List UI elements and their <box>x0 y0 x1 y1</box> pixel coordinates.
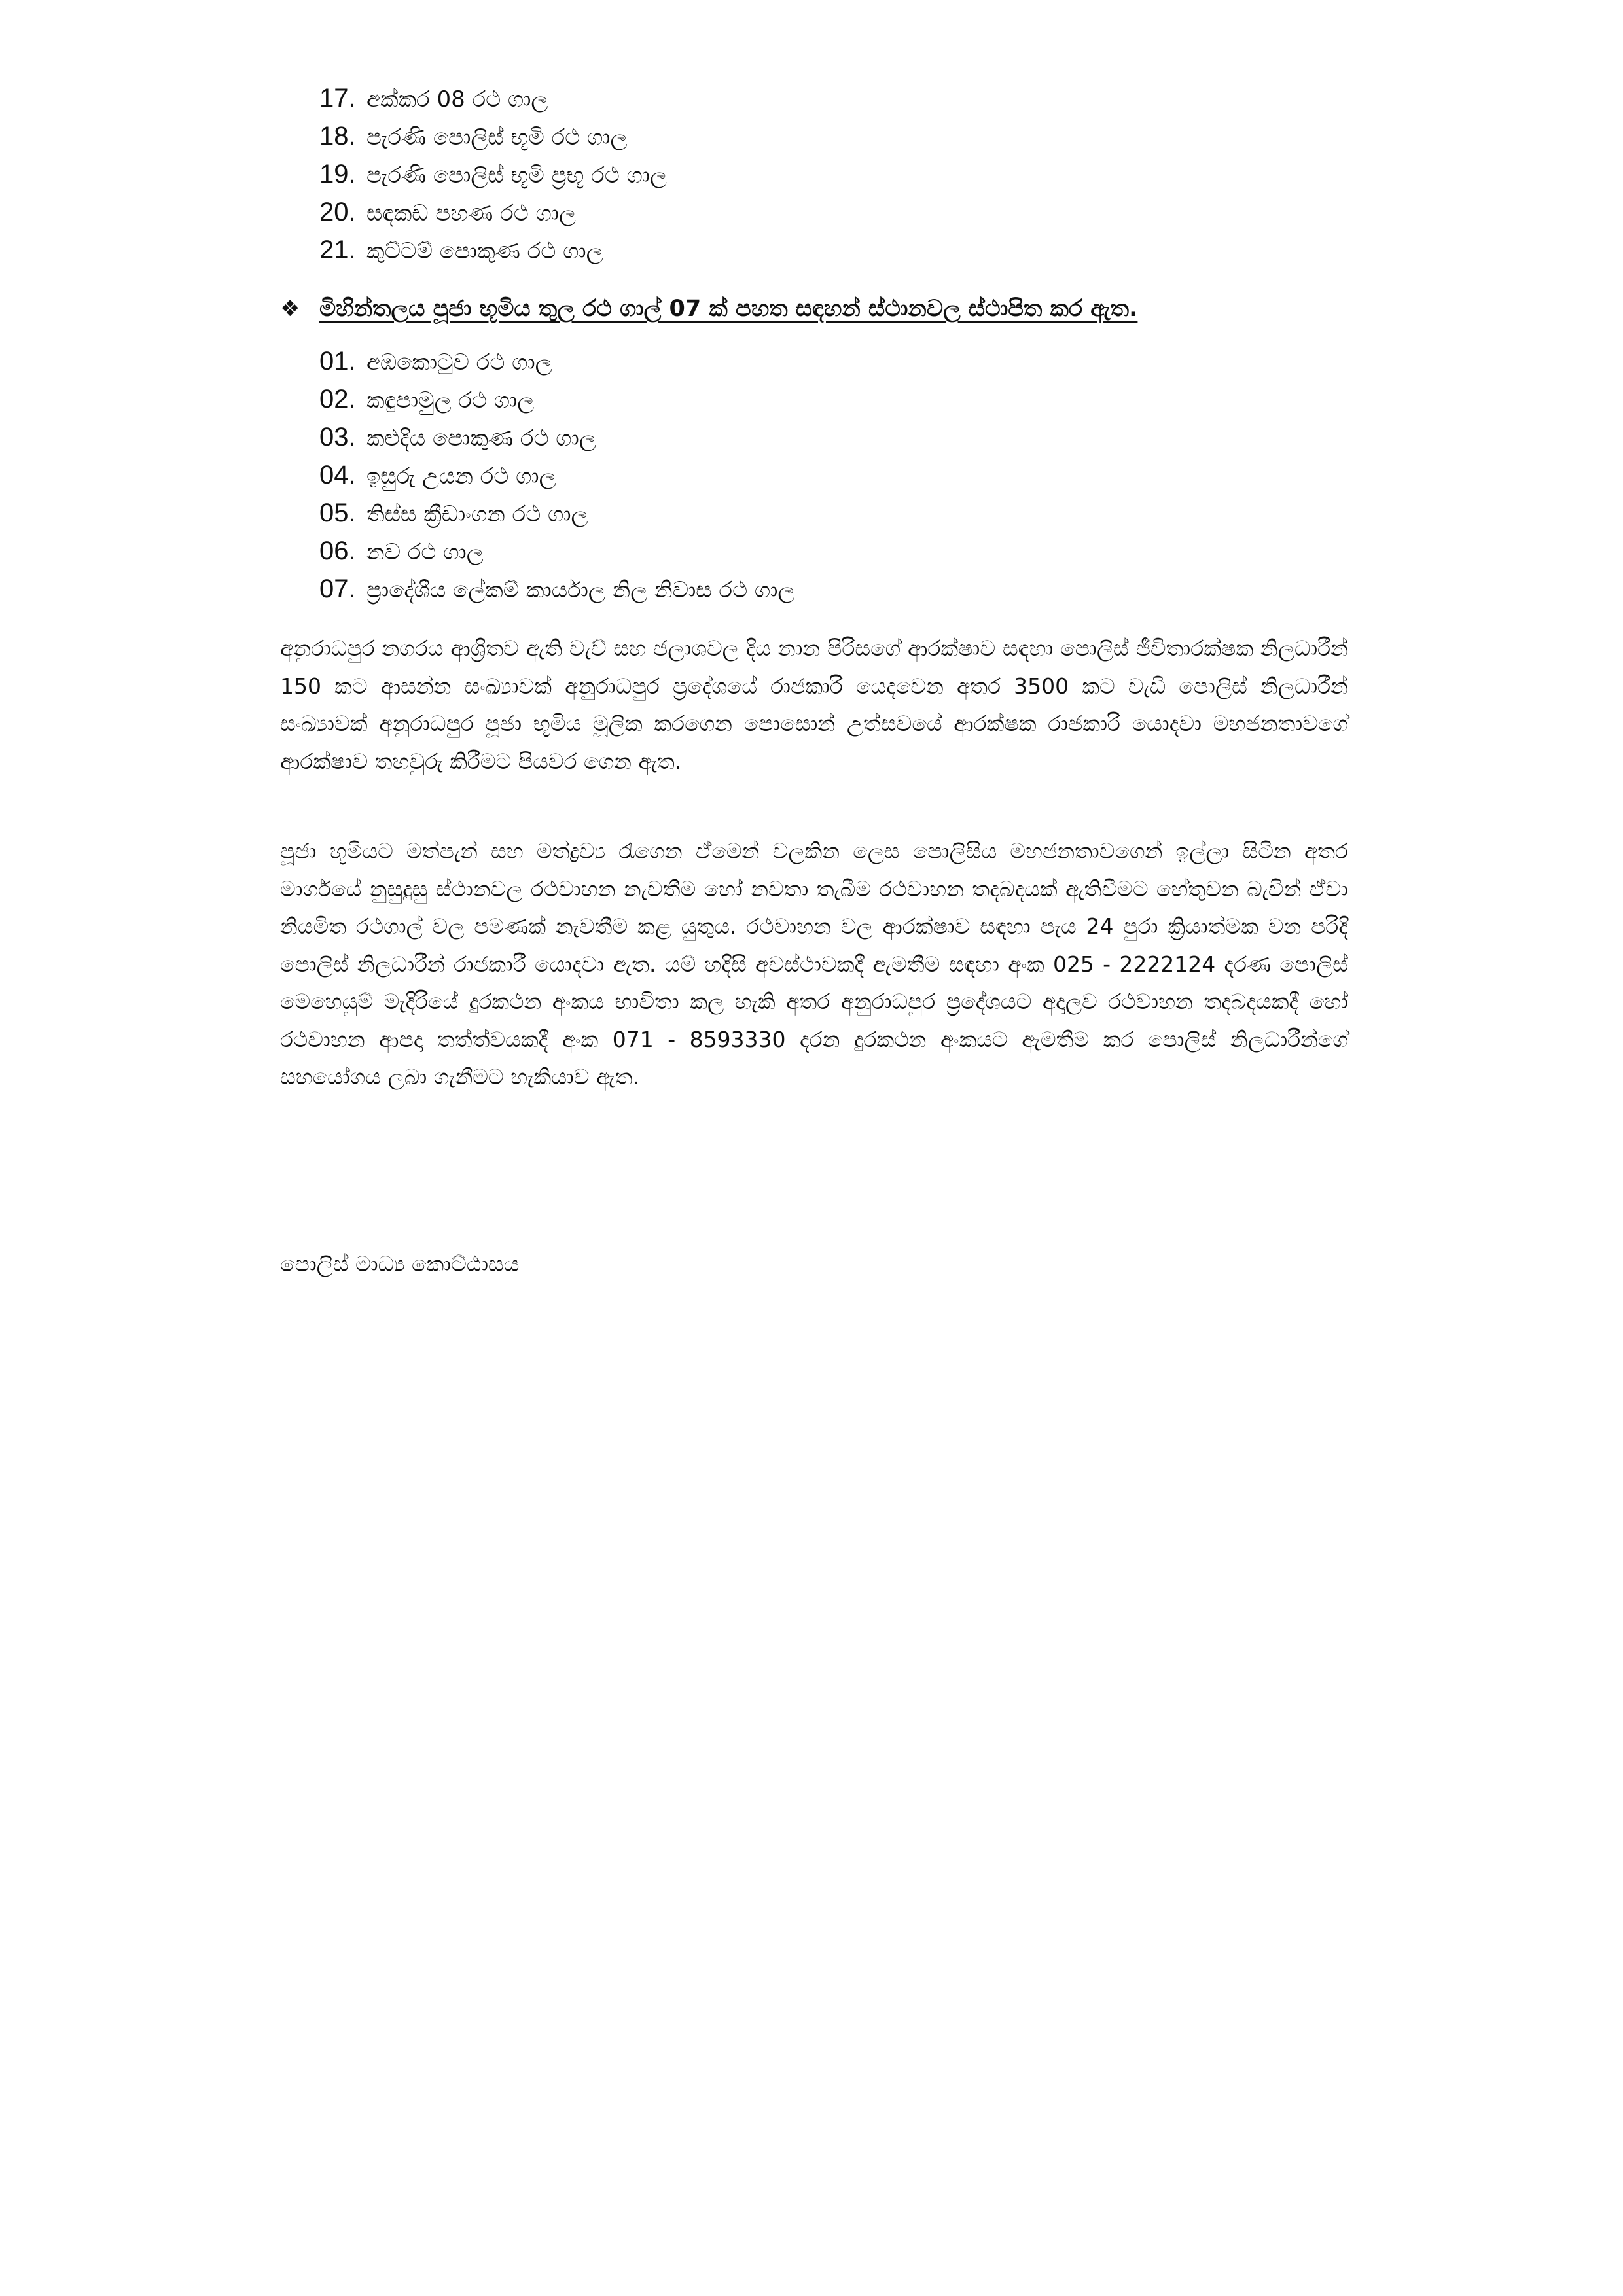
list-item-text: කුට්ටම් පොකුණ රථ ගාල <box>366 238 603 264</box>
list-item-text: අඹකොටුව රථ ගාල <box>366 349 552 376</box>
list-item <box>319 423 794 461</box>
list-item-text: පැරණි පොලිස් භූමි රථ ගාල <box>366 124 628 150</box>
list-item-number: 20. <box>319 198 356 226</box>
list-item <box>319 198 667 236</box>
list-item <box>319 122 667 160</box>
signature-police-media-division: පොලිස් මාධ්‍ය කොට්ඨාසය <box>280 1251 520 1277</box>
list-item-text: ඉසුරු උයන රථ ගාල <box>366 463 556 489</box>
list-item <box>319 347 794 385</box>
list-item <box>319 499 794 537</box>
diamond-bullet-icon: ❖ <box>280 296 300 322</box>
list-item-number: 19. <box>319 160 356 188</box>
list-item-text: තිස්ස ක්‍රීඩාංගන රථ ගාල <box>366 501 588 527</box>
list-item-number: 04. <box>319 461 356 489</box>
list-item-number: 02. <box>319 385 356 414</box>
paragraph-traffic-guidance: පූජා භූමියට මත්පැන් සහ මත්ද්‍රව්‍ය රැගෙන ඒමෙන් වලකින ලෙස පොලිසිය මහජනතාවගෙන් ඉල්ලා සිටින අතර මාර්ගයේ නුසුදුසු ස්ථානවල රථවාහන නැවතීම හෝ නවතා තැබීම රථවාහන තදබදයක් ඇතිවීමට හේතුවන බැවින් ඒවා නියමිත රථගාල් වල පමණක් නැවතීම කළ යුතුය. රථවාහන වල ආරක්ෂාව සඳහා පැය 24 පුරා ක්‍රියාත්මක වන පරිදි පොලිස් නිලධාරීන් රාජකාරී යොදවා ඇත. යම් හදිසි අවස්ථාවකදී ඇමතීම සඳහා අංක 025 - 2222124 දරණ පොලිස් මෙහෙයුම් මැදිරියේ දුරකථන අංකය භාවිතා කල හැකි අතර අනුරාධපුර ප්‍රදේශයට අදාලව රථවාහන තදබදයකදී හෝ රථවාහන ආපදා තත්ත්වයකදී අංක 071 - 8593330 දරන දුරකථන අංකයට ඇමතීම කර පොලිස් නිලධාරීන්ගේ සහයෝගය ලබා ගැනීමට හැකියාව ඇත. <box>280 838 1348 1089</box>
list-item-text: නව රථ ගාල <box>366 539 484 565</box>
list-item-text: සඳකඩ පහණ රථ ගාල <box>366 200 576 226</box>
list-item-text: කළුදිය පොකුණ රථ ගාල <box>366 425 596 451</box>
list-item <box>319 84 667 122</box>
list-item-text: පැරණි පොලිස් භූමි ප්‍රභූ රථ ගාල <box>366 162 667 188</box>
list-item-number: 21. <box>319 236 356 264</box>
list-item <box>319 385 794 423</box>
list-item <box>319 574 794 612</box>
section-heading <box>280 296 1137 322</box>
list-item <box>319 160 667 198</box>
list-item-number: 18. <box>319 122 356 150</box>
list-item-text: කඳුපාමුල රථ ගාල <box>366 387 535 414</box>
list-item-text: ප්‍රාදේශීය ලේකම් කාර්යාල නිල නිවාස රථ ගාල <box>366 577 795 603</box>
list-item-number: 03. <box>319 423 356 451</box>
mihintale-car-park-list <box>319 347 794 612</box>
list-item-text: අක්කර 08 රථ ගාල <box>366 86 548 113</box>
list-item-number: 17. <box>319 84 356 113</box>
list-item <box>319 537 794 574</box>
list-item-number: 06. <box>319 537 356 565</box>
list-item-number: 07. <box>319 574 356 603</box>
list-item <box>319 461 794 499</box>
list-item-number: 05. <box>319 499 356 527</box>
list-item <box>319 236 667 274</box>
list-item-number: 01. <box>319 347 356 376</box>
car-park-list-continued <box>319 84 667 274</box>
section-heading-text: මිහින්තලය පූජා භූමිය තුල රථ ගාල් 07 ක් පහත සඳහන් ස්ථානවල ස්ථාපිත කර ඇත. <box>319 296 1138 322</box>
paragraph-lifeguards-security: අනුරාධපුර නගරය ආශ්‍රිතව ඇති වැව් සහ ජලාශවල දිය නාන පිරිසගේ ආරක්ෂාව සඳහා පොලිස් ජීවිතාරක්ෂක නිලධාරීන් 150 කට ආසන්න සංඛ්‍යාවක් අනුරාධපුර ප්‍රදේශයේ රාජකාරි යෙදවෙන අතර 3500 කට වැඩි පොලිස් නිලධාරීන් සංඛ්‍යාවක් අනුරාධපුර පූජා භූමිය මූලික කරගෙන පොසොන් උත්සවයේ ආරක්ෂක රාජකාරි යොදවා මහජනතාවගේ ආරක්ෂාව තහවුරු කිරීමට පියවර ගෙන ඇත. <box>280 635 1348 774</box>
